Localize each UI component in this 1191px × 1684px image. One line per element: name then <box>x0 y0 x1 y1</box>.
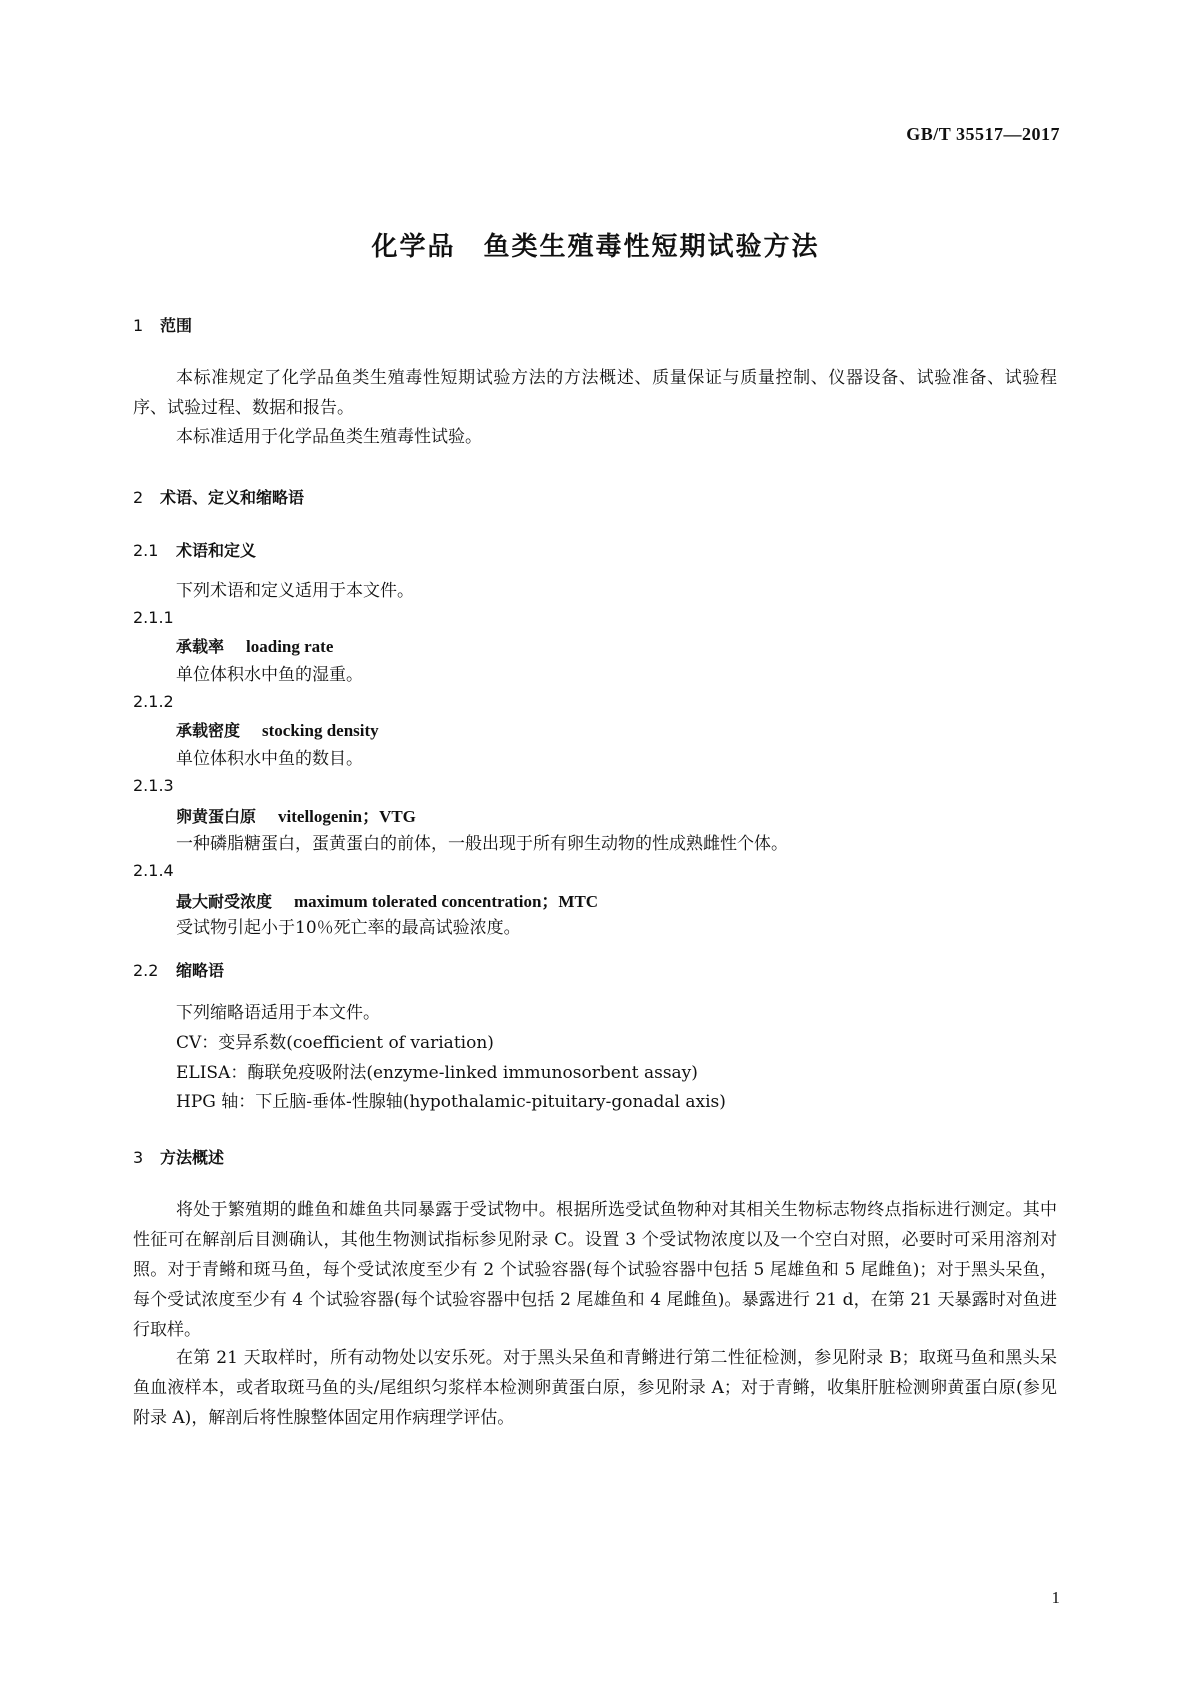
term-title <box>176 802 416 827</box>
paragraph: 本标准规定了化学品鱼类生殖毒性短期试验方法的方法概述、质量保证与质量控制、仪器设备、试验准备、试验程序、试验过程、数据和报告。 <box>133 368 1057 418</box>
abbrev-line: HPG 轴：下丘脑-垂体-性腺轴(hypothalamic-pituitary-gonadal axis) <box>176 1092 726 1112</box>
paragraph: 在第 21 天取样时，所有动物处以安乐死。对于黑头呆鱼和青鳉进行第二性征检测，参见附录 B；取斑马鱼和黑头呆鱼血液样本，或者取斑马鱼的头/尾组织匀浆样本检测卵黄蛋白原，参见附录 A；对于青鳉，收集肝脏检测卵黄蛋白原(参见附录 A)，解剖后将性腺整体固定用作病理学评估。 <box>133 1348 1057 1428</box>
paragraph: 将处于繁殖期的雌鱼和雄鱼共同暴露于受试物中。根据所选受试鱼物种对其相关生物标志物终点指标进行测定。其中性征可在解剖后目测确认，其他生物测试指标参见附录 C。设置 3 个受试物浓度以及一个空白对照，必要时可采用溶剂对照。对于青鳉和斑马鱼，每个受试浓度至少有 2 个试验容器(每个试验容器中包括 5 尾雄鱼和 5 尾雌鱼)；对于黑头呆鱼，每个受试浓度至少有 4 个试验容器(每个试验容器中包括 2 尾雄鱼和 4 尾雌鱼)。暴露进行 21 d，在第 21 天暴露时对鱼进行取样。 <box>133 1200 1057 1340</box>
section-title: 方法概述 <box>160 1148 225 1167</box>
term-en: stocking density <box>262 721 379 740</box>
section-3-heading <box>133 1145 224 1168</box>
term-definition: 一种磷脂糖蛋白，蛋黄蛋白的前体，一般出现于所有卵生动物的性成熟雌性个体。 <box>176 834 788 854</box>
abbrev-line: ELISA：酶联免疫吸附法(enzyme-linked immunosorbent assay) <box>176 1063 698 1083</box>
section-number: 2.1 <box>133 541 159 560</box>
term-number: 2.1.1 <box>133 608 174 627</box>
term-number: 2.1.3 <box>133 776 174 795</box>
term-en: vitellogenin；VTG <box>278 807 416 826</box>
term-zh: 卵黄蛋白原 <box>176 807 257 826</box>
term-definition: 单位体积水中鱼的湿重。 <box>176 665 363 685</box>
term-definition: 受试物引起小于10％死亡率的最高试验浓度。 <box>176 918 521 938</box>
term-en: maximum tolerated concentration；MTC <box>294 892 599 911</box>
section-2-2-heading <box>133 958 224 981</box>
abbrev-line: 下列缩略语适用于本文件。 <box>176 1003 380 1023</box>
term-zh: 承载率 <box>176 637 225 656</box>
term-title <box>176 718 379 741</box>
term-zh: 承载密度 <box>176 721 241 740</box>
abbrev-line: CV：变异系数(coefficient of variation) <box>176 1033 494 1053</box>
section-title: 范围 <box>160 316 193 335</box>
term-zh: 最大耐受浓度 <box>176 892 273 911</box>
page-number: 1 <box>1051 1588 1060 1607</box>
term-title <box>176 634 333 657</box>
section-2-1-heading <box>133 538 256 561</box>
section-title: 缩略语 <box>176 961 225 980</box>
term-en: loading rate <box>246 637 334 656</box>
term-definition: 单位体积水中鱼的数目。 <box>176 749 363 769</box>
section-number: 2.2 <box>133 961 159 980</box>
section-title: 术语、定义和缩略语 <box>160 488 305 507</box>
section-1-heading <box>133 313 192 336</box>
term-number: 2.1.4 <box>133 861 174 880</box>
paragraph: 本标准适用于化学品鱼类生殖毒性试验。 <box>176 427 482 447</box>
standard-number: GB/T 35517—2017 <box>906 124 1060 144</box>
section-number: 3 <box>133 1148 144 1167</box>
section-number: 1 <box>133 316 144 335</box>
section-2-heading <box>133 485 304 508</box>
term-number: 2.1.2 <box>133 692 174 711</box>
term-title <box>176 887 598 912</box>
intro-text: 下列术语和定义适用于本文件。 <box>176 581 414 601</box>
section-title: 术语和定义 <box>176 541 257 560</box>
section-number: 2 <box>133 488 144 507</box>
document-title: 化学品 鱼类生殖毒性短期试验方法 <box>371 232 820 262</box>
